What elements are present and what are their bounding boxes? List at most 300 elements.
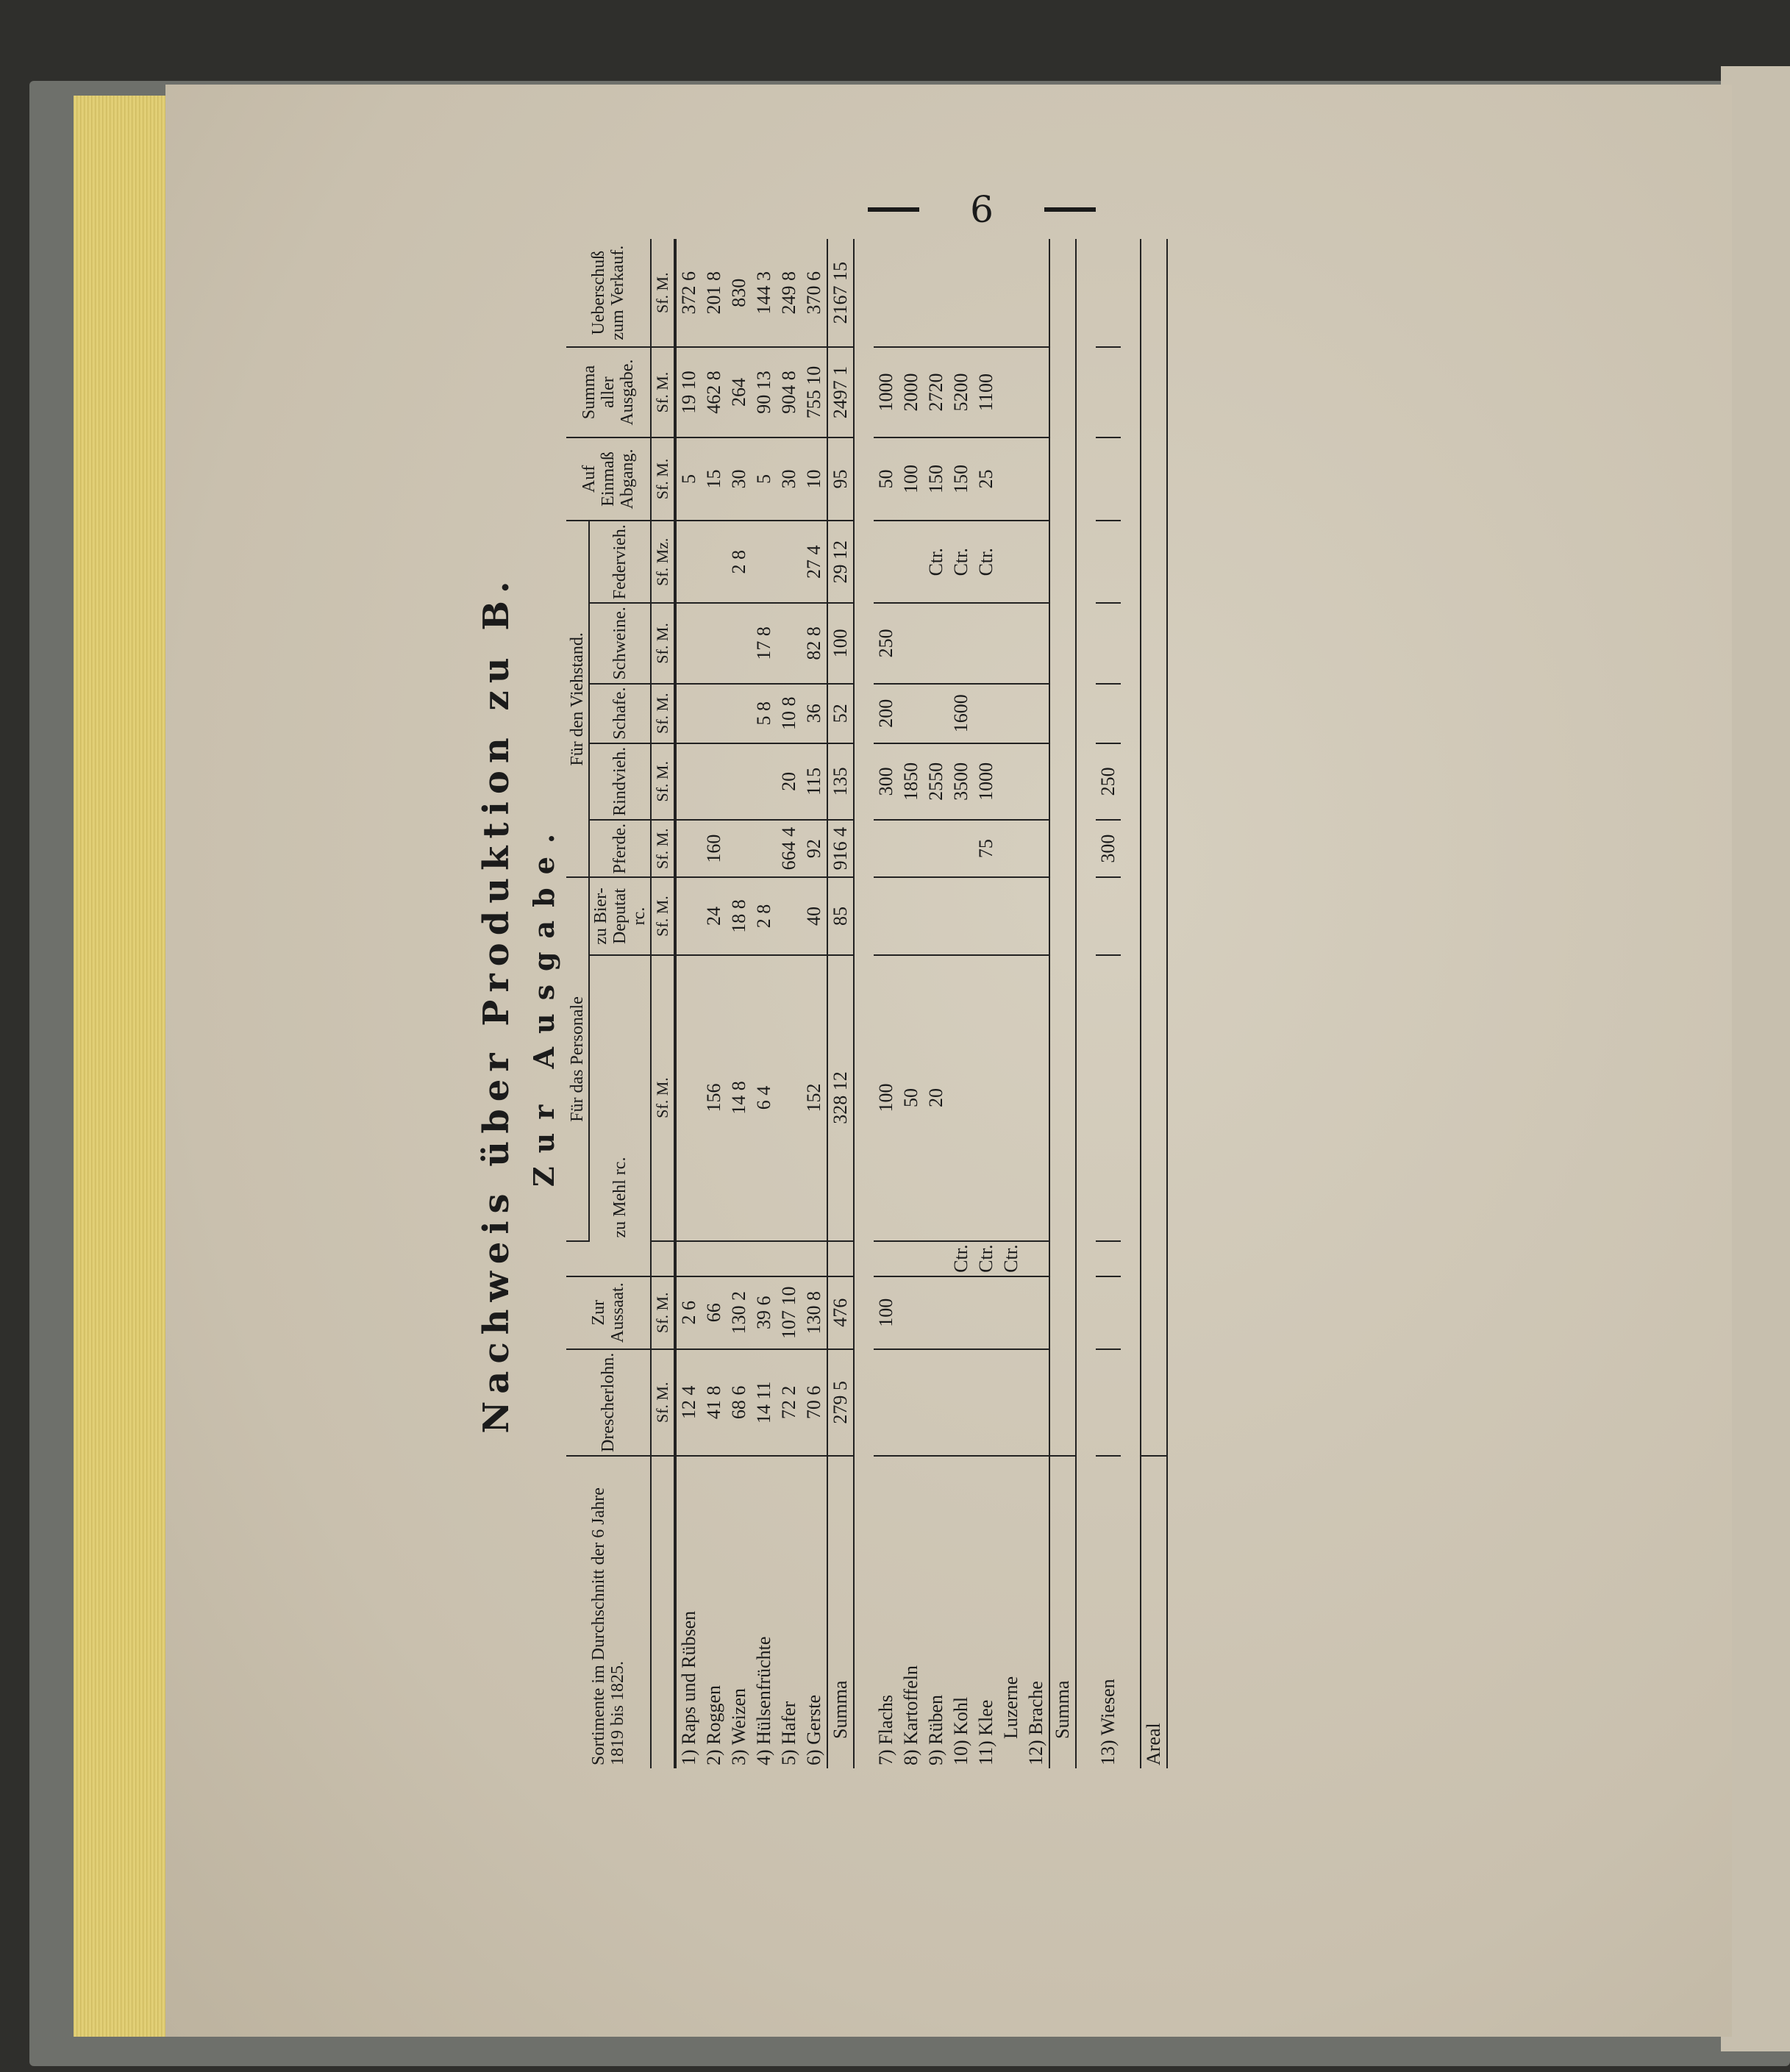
cell-summa — [727, 347, 752, 437]
cell-schwein — [777, 603, 802, 683]
cell-schwein — [899, 603, 924, 683]
cell-schafe — [675, 684, 702, 743]
m: 3 — [753, 271, 774, 281]
table-row — [949, 239, 974, 1768]
table-row — [675, 239, 702, 1768]
v: 2167 — [830, 285, 851, 324]
cell-unit — [727, 1241, 752, 1276]
cell-bier — [675, 877, 702, 954]
cell-feder — [827, 521, 854, 603]
cell-mehl — [974, 955, 999, 1241]
cell-feder — [777, 521, 802, 603]
v: 90 — [753, 394, 774, 414]
col-unit — [566, 1241, 651, 1276]
m: 6 — [678, 271, 699, 281]
rotated-table — [471, 239, 1508, 1768]
cell-summa — [1024, 347, 1049, 437]
v: 2 — [728, 564, 749, 574]
cell-pferde — [802, 820, 827, 878]
table-row — [924, 239, 949, 1768]
cell-bier — [999, 877, 1024, 954]
cell-abgang: 50 — [874, 437, 899, 521]
table-row — [899, 239, 924, 1768]
cell-schafe — [802, 684, 827, 743]
row-label: 13) Wiesen — [1097, 1679, 1119, 1765]
table-row — [1024, 239, 1049, 1768]
v: 15 — [703, 469, 724, 489]
v: 70 — [803, 1400, 824, 1420]
cell-schwein — [949, 603, 974, 683]
cell-feder — [702, 521, 727, 603]
m: 4 — [803, 545, 824, 555]
cell-abgang: 25 — [974, 437, 999, 521]
cell-feder: Ctr. — [924, 521, 949, 603]
cell-ueber — [924, 239, 949, 347]
cell-abgang — [999, 437, 1024, 521]
cell-ueber — [949, 239, 974, 347]
v: 100 — [830, 629, 851, 658]
cell-unit: Ctr. — [949, 1241, 974, 1276]
summa-label: Summa — [1049, 1456, 1076, 1768]
v: 115 — [803, 767, 824, 796]
cell-bier — [727, 877, 752, 954]
summa-row-2 — [1049, 239, 1076, 1768]
m: 10 — [803, 365, 824, 385]
cell-summa — [675, 347, 702, 437]
v: 2 — [678, 1315, 699, 1325]
v: 830 — [728, 278, 749, 307]
cell-saat — [777, 1276, 802, 1349]
cell-mehl — [802, 955, 827, 1241]
v: 12 — [678, 1400, 699, 1420]
row-label: 7) Flachs — [875, 1694, 896, 1765]
m: 8 — [778, 371, 799, 381]
cell-abgang — [1024, 437, 1049, 521]
cell-mehl: 20 — [924, 955, 949, 1241]
cell-dresch — [752, 1349, 777, 1456]
cell-dresch — [899, 1349, 924, 1456]
page-number-text: 6 — [970, 188, 994, 231]
spacer — [1076, 239, 1096, 1768]
cell-unit — [874, 1241, 899, 1276]
cell-feder — [802, 521, 827, 603]
cell-schwein — [675, 603, 702, 683]
cell-bier — [777, 877, 802, 954]
cell-rind — [802, 743, 827, 820]
unit-schafe: Sf. M. — [651, 684, 675, 743]
cell-dresch — [802, 1349, 827, 1456]
cell-schwein — [752, 603, 777, 683]
cell-rind — [827, 743, 854, 820]
v: 664 — [778, 841, 799, 871]
cell-abgang — [752, 437, 777, 521]
m: 12 — [830, 540, 851, 560]
cell-bier — [752, 877, 777, 954]
cell-unit: Ctr. — [999, 1241, 1024, 1276]
cell-mehl — [1024, 955, 1049, 1241]
cell-rind — [727, 743, 752, 820]
v: 264 — [728, 378, 749, 407]
col-bier: zu Bier-Deputat rc. — [589, 877, 651, 954]
cell-unit — [702, 1241, 727, 1276]
m: 8 — [753, 701, 774, 711]
cell-pferde — [702, 820, 727, 878]
cell-schafe — [752, 684, 777, 743]
cell-ueber — [1024, 239, 1049, 347]
v: 476 — [830, 1298, 851, 1327]
v: 279 — [830, 1395, 851, 1424]
cell-ueber — [675, 239, 702, 347]
cell-feder — [727, 521, 752, 603]
unit-schwein: Sf. M. — [651, 603, 675, 683]
v: 5 — [678, 474, 699, 484]
cell-schwein — [1024, 603, 1049, 683]
cell-schafe — [974, 684, 999, 743]
cell-abgang — [727, 437, 752, 521]
row-label: 3) Weizen — [728, 1688, 749, 1765]
m: 8 — [728, 899, 749, 910]
unit-bier: Sf. M. — [651, 877, 675, 954]
cell-saat — [999, 1276, 1024, 1349]
cell-saat — [974, 1276, 999, 1349]
cell-bier — [924, 877, 949, 954]
v: 130 — [803, 1305, 824, 1335]
cell-saat — [949, 1276, 974, 1349]
v: 755 — [803, 390, 824, 419]
cell-mehl — [999, 955, 1024, 1241]
m: 8 — [753, 626, 774, 637]
cell-ueber — [777, 239, 802, 347]
cell-dresch — [974, 1349, 999, 1456]
m: 4 — [778, 826, 799, 837]
cell-bier — [974, 877, 999, 954]
page-number — [868, 187, 1096, 232]
m: 10 — [678, 371, 699, 390]
cell-mehl — [777, 955, 802, 1241]
cell-summa — [802, 347, 827, 437]
v: 36 — [803, 704, 824, 724]
cell-abgang: 150 — [924, 437, 949, 521]
summa-cells — [1049, 239, 1076, 1456]
cell-abgang: 150 — [949, 437, 974, 521]
v: 916 — [830, 841, 851, 871]
cell-saat — [802, 1276, 827, 1349]
v: 14 — [753, 1404, 774, 1424]
m: 4 — [830, 826, 851, 837]
cell-dresch — [827, 1349, 854, 1456]
areal-cells — [1141, 239, 1167, 1456]
cell-mehl — [949, 955, 974, 1241]
v: 72 — [778, 1400, 799, 1420]
v: 372 — [678, 285, 699, 315]
cell-pferde — [777, 820, 802, 878]
cell-dresch — [874, 1349, 899, 1456]
cell-summa — [827, 347, 854, 437]
cell-pferde — [752, 820, 777, 878]
cell-unit — [899, 1241, 924, 1276]
cell-pferde — [924, 820, 949, 878]
cell-schwein — [974, 603, 999, 683]
cell-summa: 5200 — [949, 347, 974, 437]
table-row — [752, 239, 777, 1768]
cell-mehl — [1096, 955, 1121, 1241]
cell-schwein — [827, 603, 854, 683]
cell-pferde — [999, 820, 1024, 878]
v: 107 — [778, 1310, 799, 1340]
cell-feder — [1096, 521, 1121, 603]
cell-bier — [899, 877, 924, 954]
v: 6 — [753, 1100, 774, 1110]
cell-dresch — [999, 1349, 1024, 1456]
cell-summa — [752, 347, 777, 437]
m: 8 — [803, 1291, 824, 1301]
header-row — [566, 239, 589, 1768]
row-label: 12) Brache — [1025, 1681, 1046, 1765]
unit-mehl: Sf. M. — [651, 955, 675, 1241]
v: 85 — [830, 907, 851, 926]
cell-abgang — [1096, 437, 1121, 521]
cell-bier — [949, 877, 974, 954]
m: 6 — [803, 1385, 824, 1396]
cell-dresch — [1096, 1349, 1121, 1456]
m: 10 — [778, 1286, 799, 1306]
v: 144 — [753, 285, 774, 315]
cell-schafe — [999, 684, 1024, 743]
v: 17 — [753, 640, 774, 660]
row-label: 9) Rüben — [925, 1694, 946, 1765]
v: 41 — [703, 1400, 724, 1420]
v: 152 — [803, 1083, 824, 1112]
cell-bier — [827, 877, 854, 954]
cell-pferde — [827, 820, 854, 878]
cell-unit — [827, 1241, 854, 1276]
cell-schafe — [899, 684, 924, 743]
table-row — [727, 239, 752, 1768]
cell-rind: 2550 — [924, 743, 949, 820]
cell-dresch — [777, 1349, 802, 1456]
m: 8 — [778, 696, 799, 707]
m: 6 — [753, 1296, 774, 1306]
cell-rind — [702, 743, 727, 820]
cell-ueber — [827, 239, 854, 347]
v: 462 — [703, 385, 724, 414]
m: 6 — [678, 1301, 699, 1311]
row-label: 1) Raps und Rübsen — [678, 1610, 699, 1765]
cell-bier — [874, 877, 899, 954]
cell-unit — [675, 1241, 702, 1276]
cell-dresch — [1024, 1349, 1049, 1456]
col-summa: Summa aller Ausgabe. — [566, 347, 651, 437]
cell-saat — [675, 1276, 702, 1349]
v: 156 — [703, 1083, 724, 1112]
cell-summa: 1100 — [974, 347, 999, 437]
v: 40 — [803, 907, 824, 926]
v: 39 — [753, 1310, 774, 1330]
m: 8 — [803, 626, 824, 637]
row-label: Areal — [1141, 1456, 1167, 1768]
cell-unit — [1024, 1241, 1049, 1276]
v: 18 — [728, 913, 749, 933]
v: 19 — [678, 394, 699, 414]
row-label: Luzerne — [1000, 1676, 1021, 1739]
v: 249 — [778, 285, 799, 315]
m: 8 — [778, 271, 799, 281]
cell-mehl — [827, 955, 854, 1241]
cell-saat — [1024, 1276, 1049, 1349]
cell-ueber — [702, 239, 727, 347]
row-label: 4) Hülsenfrüchte — [753, 1636, 774, 1765]
m: 15 — [830, 261, 851, 281]
m: 2 — [728, 1291, 749, 1301]
cell-mehl — [702, 955, 727, 1241]
cell-schafe — [777, 684, 802, 743]
col-pferde: Pferde. — [589, 820, 651, 878]
v: 328 — [830, 1095, 851, 1124]
cell-ueber — [727, 239, 752, 347]
v: 130 — [728, 1305, 749, 1335]
row-label: 8) Kartoffeln — [900, 1665, 921, 1765]
m: 4 — [678, 1385, 699, 1396]
cell-schwein — [924, 603, 949, 683]
m: 2 — [778, 1385, 799, 1396]
v: 201 — [703, 285, 724, 315]
cell-summa: 1000 — [874, 347, 899, 437]
cell-saat: 100 — [874, 1276, 899, 1349]
cell-schafe — [1024, 684, 1049, 743]
unit-feder: Sf. Mz. — [651, 521, 675, 603]
cell-saat — [827, 1276, 854, 1349]
cell-dresch — [924, 1349, 949, 1456]
v: 14 — [728, 1095, 749, 1115]
unit-summa: Sf. M. — [651, 347, 675, 437]
table-row — [1096, 239, 1121, 1768]
cell-rind: 250 — [1096, 743, 1121, 820]
v: 2 — [753, 918, 774, 929]
cell-schafe — [827, 684, 854, 743]
cell-ueber — [1096, 239, 1121, 347]
cell-saat — [899, 1276, 924, 1349]
cell-feder — [752, 521, 777, 603]
m: 8 — [728, 1081, 749, 1091]
cell-summa: 2000 — [899, 347, 924, 437]
cell-dresch — [702, 1349, 727, 1456]
cell-schwein — [999, 603, 1024, 683]
cell-feder — [675, 521, 702, 603]
v: 52 — [830, 704, 851, 724]
table-row — [802, 239, 827, 1768]
v: 5 — [753, 474, 774, 484]
cell-mehl — [727, 955, 752, 1241]
areal-row — [1141, 239, 1167, 1768]
cell-schafe — [727, 684, 752, 743]
m: 6 — [803, 271, 824, 281]
m: 8 — [728, 550, 749, 560]
cell-pferde — [727, 820, 752, 878]
cell-bier — [1024, 877, 1049, 954]
cell-ueber — [874, 239, 899, 347]
m: 8 — [753, 904, 774, 914]
cell-saat — [1096, 1276, 1121, 1349]
v: 160 — [703, 834, 724, 863]
col-mehl: zu Mehl rc. — [589, 955, 651, 1241]
v: 10 — [803, 469, 824, 489]
cell-saat — [924, 1276, 949, 1349]
cell-summa — [777, 347, 802, 437]
table-subtitle: Zur Ausgabe. — [527, 820, 560, 1187]
cell-pferde: 300 — [1096, 820, 1121, 878]
col-personale: Für das Personale — [566, 877, 589, 1240]
v: 135 — [830, 767, 851, 796]
v: 29 — [830, 564, 851, 584]
col-ueberschuss: Ueberschuß zum Verkauf. — [566, 239, 651, 347]
cell-ueber — [802, 239, 827, 347]
cell-rind — [675, 743, 702, 820]
m: 8 — [703, 371, 724, 381]
v: 24 — [703, 907, 724, 926]
cell-rind: 3500 — [949, 743, 974, 820]
m: 4 — [753, 1085, 774, 1096]
m: 11 — [753, 1381, 774, 1400]
cell-summa: 2720 — [924, 347, 949, 437]
cell-ueber — [752, 239, 777, 347]
cell-schwein — [802, 603, 827, 683]
v: 95 — [830, 469, 851, 489]
page-edges — [74, 96, 169, 2037]
cell-saat — [752, 1276, 777, 1349]
cell-bier — [702, 877, 727, 954]
summa-row — [827, 239, 854, 1768]
m: 12 — [830, 1071, 851, 1091]
cell-unit — [802, 1241, 827, 1276]
cell-abgang — [675, 437, 702, 521]
production-table — [566, 239, 1168, 1768]
unit-pferde: Sf. M. — [651, 820, 675, 878]
table-row — [874, 239, 899, 1768]
v: 30 — [728, 469, 749, 489]
v: 20 — [778, 771, 799, 791]
cell-rind: 1000 — [974, 743, 999, 820]
col-schweine: Schweine. — [589, 603, 651, 683]
m: 5 — [830, 1381, 851, 1391]
cell-pferde — [1024, 820, 1049, 878]
m: 8 — [703, 1385, 724, 1396]
cell-rind — [999, 743, 1024, 820]
unit-saat: Sf. M. — [651, 1276, 675, 1349]
table-row — [974, 239, 999, 1768]
unit-abgang: Sf. M. — [651, 437, 675, 521]
cell-dresch — [949, 1349, 974, 1456]
cell-dresch — [675, 1349, 702, 1456]
spacer-row — [1076, 239, 1096, 1768]
cell-schwein — [702, 603, 727, 683]
unit-dresch: Sf. M. — [651, 1349, 675, 1456]
cell-unit — [1096, 1241, 1121, 1276]
v: 66 — [703, 1303, 724, 1323]
table-row — [999, 239, 1024, 1768]
spacer-row — [1121, 239, 1141, 1768]
cell-mehl — [752, 955, 777, 1241]
dash-right — [1044, 207, 1096, 212]
dash-left — [868, 207, 919, 212]
spacer — [854, 239, 874, 1768]
cell-unit — [777, 1241, 802, 1276]
cell-abgang — [802, 437, 827, 521]
cell-abgang — [777, 437, 802, 521]
table-title: Nachweis über Produktion zu B. — [476, 574, 517, 1434]
m: 13 — [753, 371, 774, 390]
cell-schafe: 1600 — [949, 684, 974, 743]
col-federvieh: Federvieh. — [589, 521, 651, 603]
